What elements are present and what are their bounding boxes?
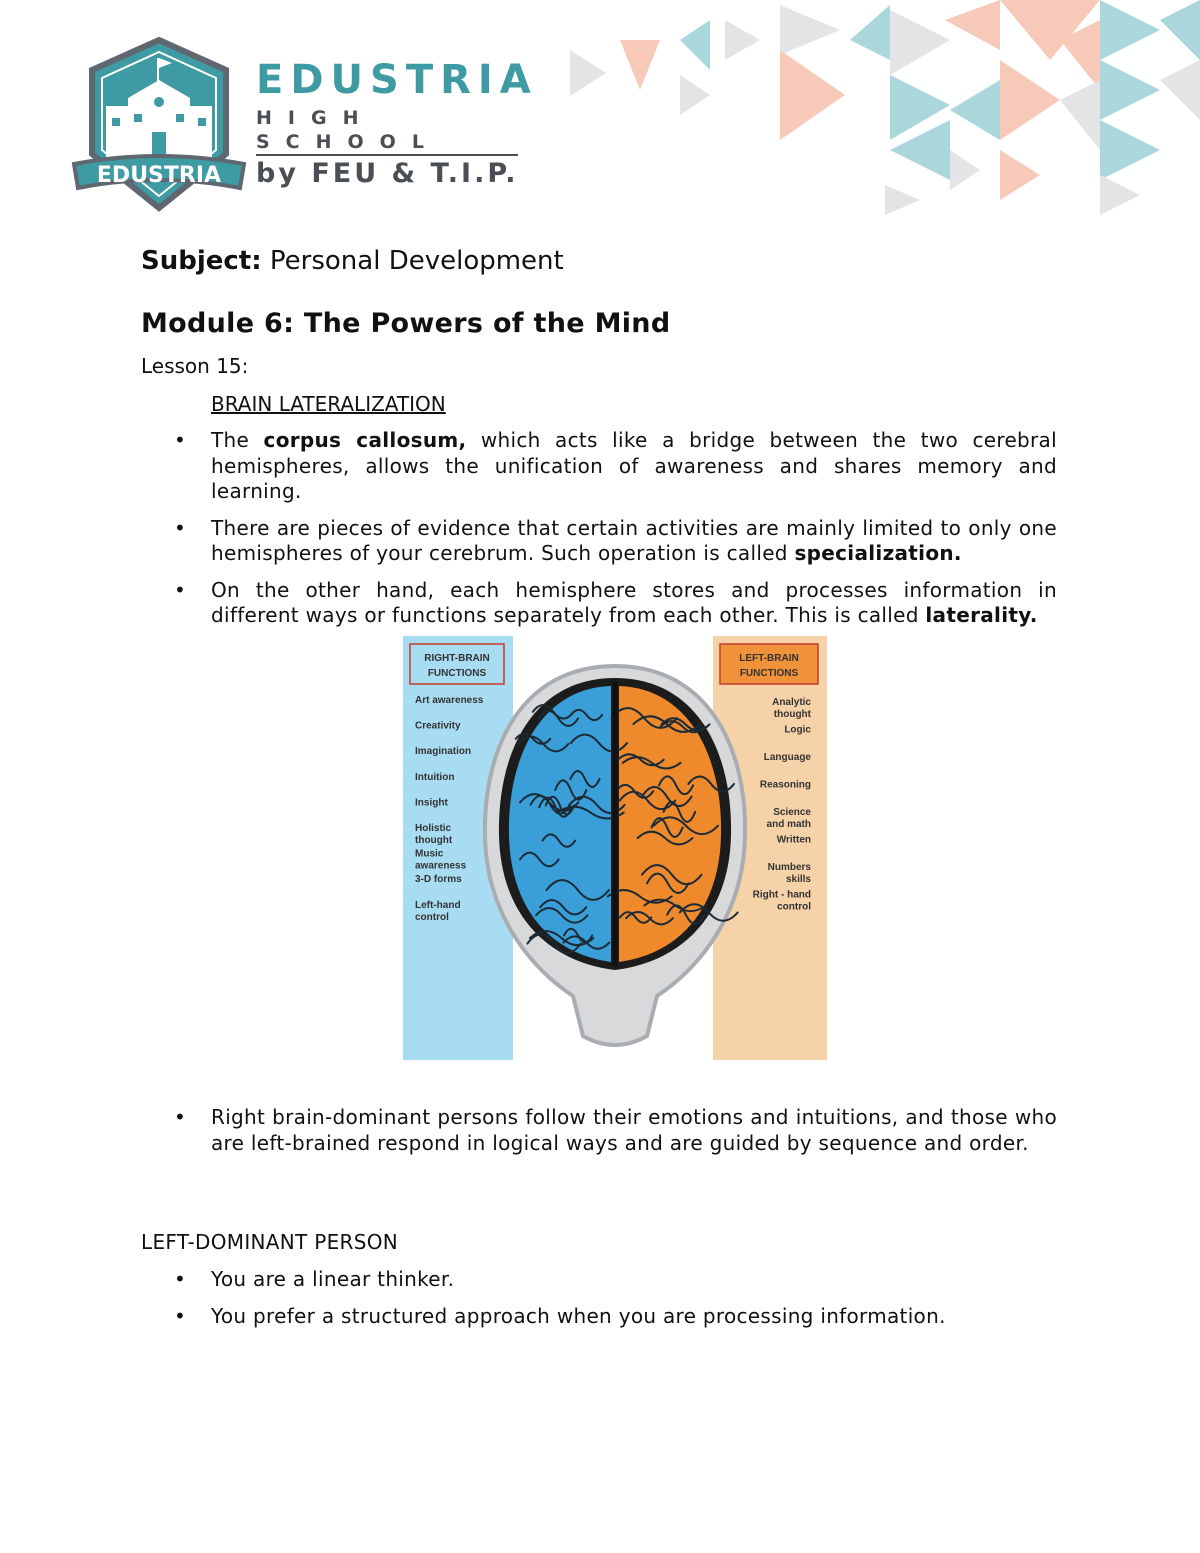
brand-name: EDUSTRIA bbox=[256, 57, 538, 103]
function-label: Imagination bbox=[415, 746, 472, 758]
subject-value: Personal Development bbox=[269, 246, 564, 276]
decorative-triangles bbox=[560, 0, 1200, 225]
bullet-icon: • bbox=[174, 577, 187, 602]
bullet-icon: • bbox=[174, 515, 187, 540]
function-label: Left-hand bbox=[415, 899, 461, 911]
function-label: and math bbox=[766, 819, 811, 830]
left-dominant-heading: LEFT-DOMINANT PERSON bbox=[141, 1230, 398, 1254]
bullet-icon: • bbox=[174, 428, 187, 452]
bullet-text: You prefer a structured approach when you are processing information. bbox=[211, 1303, 946, 1328]
brand-subtitle: HIGH SCHOOL bbox=[256, 102, 518, 156]
function-label: thought bbox=[415, 835, 453, 846]
list-item bbox=[140, 578, 1057, 629]
function-label: Right - hand bbox=[752, 889, 811, 901]
function-label: control bbox=[415, 911, 449, 923]
bullet-icon: • bbox=[174, 1267, 187, 1291]
bullet-text: There are pieces of evidence that certain activities are mainly limited to only one hemispheres of your cerebrum. Such operation is called bbox=[211, 515, 1057, 565]
list-item bbox=[140, 1304, 1057, 1330]
bullet-icon: • bbox=[174, 1105, 187, 1129]
right-title-line1: RIGHT-BRAIN bbox=[424, 653, 490, 664]
module-title: Module 6: The Powers of the Mind bbox=[141, 308, 671, 339]
function-label: awareness bbox=[415, 860, 467, 872]
list-item bbox=[140, 1105, 1057, 1156]
function-label: Logic bbox=[784, 724, 811, 736]
bullet-text: which acts like a bridge between the two cerebral hemispheres, allows the unification of awareness and shares memory and learning. bbox=[211, 428, 1057, 503]
left-title-line1: LEFT-BRAIN bbox=[739, 653, 799, 664]
bullet-text: The bbox=[211, 428, 264, 452]
function-label: Creativity bbox=[415, 720, 461, 732]
function-label: Science bbox=[773, 807, 811, 818]
list-item bbox=[140, 516, 1057, 567]
subject-label: Subject: bbox=[141, 246, 262, 276]
bullet-text: Right brain-dominant persons follow their emotions and intuitions, and those who are left-brained respond in logical ways and are guided by sequence and order. bbox=[211, 1105, 1057, 1155]
bullet-bold-term: laterality. bbox=[925, 603, 1038, 627]
function-label: Insight bbox=[415, 797, 448, 809]
list-item bbox=[140, 428, 1057, 505]
right-title-line2: FUNCTIONS bbox=[427, 668, 487, 679]
function-label: Art awareness bbox=[415, 695, 484, 706]
function-label: Language bbox=[763, 752, 811, 763]
function-label: Analytic bbox=[772, 697, 811, 708]
badge-text: EDUSTRIA bbox=[96, 163, 222, 188]
function-label: Numbers bbox=[767, 862, 811, 873]
function-label: thought bbox=[773, 709, 811, 720]
left-panel-title bbox=[720, 644, 818, 684]
list-item bbox=[140, 1267, 1057, 1293]
bullet-bold-term: corpus callosum, bbox=[263, 428, 467, 452]
function-label: control bbox=[777, 901, 811, 913]
bullet-text: You are a linear thinker. bbox=[211, 1267, 455, 1291]
function-label: Music bbox=[415, 848, 444, 860]
edustria-badge-logo bbox=[68, 36, 250, 218]
brand-byline: by FEU & T.I.P. bbox=[256, 158, 519, 189]
lesson-label: Lesson 15: bbox=[141, 354, 249, 378]
left-dominant-list bbox=[140, 1267, 1057, 1329]
function-label: Holistic bbox=[415, 823, 452, 834]
bullet-icon: • bbox=[174, 1303, 187, 1328]
function-label: 3-D forms bbox=[415, 874, 462, 886]
bullet-text: On the other hand, each hemisphere stores and processes information in different ways or functions separately from each other. This is called bbox=[211, 577, 1057, 627]
school-name-block bbox=[256, 57, 538, 192]
function-label: Written bbox=[776, 834, 811, 846]
function-label: Intuition bbox=[415, 771, 455, 783]
bullet-bold-term: specialization. bbox=[794, 541, 962, 565]
section-title: BRAIN LATERALIZATION bbox=[211, 392, 446, 416]
dominance-bullet-list bbox=[140, 1105, 1057, 1156]
brain-lateralization-figure bbox=[403, 636, 827, 1060]
function-label: skills bbox=[785, 874, 811, 885]
left-title-line2: FUNCTIONS bbox=[739, 668, 799, 679]
function-label: Reasoning bbox=[759, 779, 811, 791]
intro-bullet-list bbox=[140, 428, 1057, 629]
subject-line bbox=[141, 246, 564, 276]
